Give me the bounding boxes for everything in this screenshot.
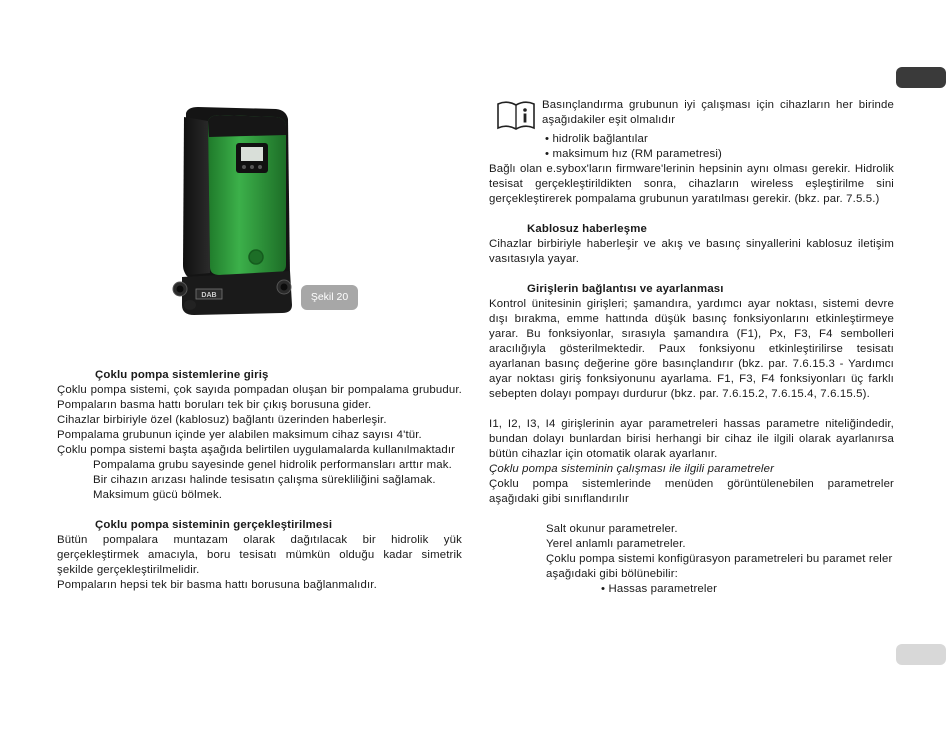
paragraph: Kontrol ünitesinin girişleri; şamandıra, yardımcı ayar noktası, sistemi devre dışı bırakma, emme hattında düşük basınç fonksiyonlarını etkinleştirmeye yarar. Bu fonksiyonlar, sırasıyla şamandıra (F1), Px, F3, F4 sembolleri aracılığıyla gösterilmektedir. Paux fonksiyonu etkinleştirilirse tesisatı ayarlanan basınç değerine göre basınçlandırır (bkz. par. 7.6.15.3 - Yardımcı ayar noktası giriş fonksiyonunu ayarlama. F1, F3, F4 fonksiyonları üç farklı sebepten dolayı pompayı durdurur (bkz. par. 7.6.15.2, 7.6.15.4, 7.6.15.5). [489, 298, 894, 400]
paragraph: Pompaların hepsi tek bir basma hattı borusuna bağlanmalıdır. [57, 579, 377, 591]
italic-subheading: Çoklu pompa sisteminin çalışması ile ilgili parametreler [489, 463, 775, 475]
section-heading: Girişlerin bağlantısı ve ayarlanması [527, 283, 724, 295]
paragraph: Çoklu pompa sistemi, çok sayıda pompadan oluşan bir pompalama grubudur. Pompaların basma hattı boruları tek bir çıkış borusuna gider. [57, 384, 462, 411]
list-item: Çoklu pompa sistemi konfigürasyon parametreleri bu paramet reler aşağıdaki gibi bölünebilir: [546, 553, 893, 580]
info-note [489, 98, 894, 132]
sub-list-item: • Hassas parametreler [601, 583, 718, 595]
paragraph: Bağlı olan e.sybox'ların firmware'lerinin hepsinin aynı olması gerekir. Hidrolik tesisat gerçekleştirildikten sonra, cihazların wireless eşleştirilme sini gerçekleştirerek pompalama grubunun yaratılması gerekir. (bkz. par. 7.5.5.) [489, 163, 894, 205]
section-heading: Çoklu pompa sistemlerine giriş [95, 369, 269, 381]
list-item: Maksimum gücü bölmek. [93, 489, 223, 501]
book-info-icon [496, 98, 536, 132]
note-bullet: • hidrolik bağlantılar [545, 133, 648, 145]
paragraph: Bütün pompalara muntazam olarak dağıtılacak bir hidrolik yük gerçekleştirmek amacıyla, boru tesisatı mümkün olduğu kadar simetrik şekilde gerçekleştirilmelidir. [57, 534, 462, 576]
paragraph: Çoklu pompa sistemi başta aşağıda belirtilen uygulamalarda kullanılmaktadır [57, 444, 456, 456]
section-heading: Kablosuz haberleşme [527, 223, 647, 235]
list-item: Pompalama grubu sayesinde genel hidrolik performansları arttır mak. [93, 459, 452, 471]
chapter-tab-bottom [896, 644, 946, 665]
list-item: Bir cihazın arızası halinde tesisatın çalışma sürekliliğini sağlamak. [93, 474, 436, 486]
left-column [57, 368, 462, 593]
paragraph: Cihazlar birbiriyle özel (kablosuz) bağlantı üzerinden haberleşir. [57, 414, 387, 426]
paragraph: Çoklu pompa sistemlerinde menüden görüntülenebilen parametreler aşağıdaki gibi sınıflandırılır [489, 478, 894, 505]
note-bullet: • maksimum hız (RM parametresi) [545, 148, 722, 160]
paragraph: Cihazlar birbiriyle haberleşir ve akış ve basınç sinyallerini kablosuz iletişim vasıtasıyla yayar. [489, 238, 894, 265]
list-item: Yerel anlamlı parametreler. [546, 538, 686, 550]
pump-illustration [168, 105, 298, 320]
note-text: Basınçlandırma grubunun iyi çalışması için cihazların her birinde aşağıdakiler eşit olmalıdır [542, 99, 894, 126]
paragraph: I1, I2, I3, I4 girişlerinin ayar parametreleri hassas parametre niteliğindedir, bundan dolayı bunlardan birisi herhangi bir cihaz ile ilgili olarak ayarlanırsa bütün cihazlar için otomatik olarak ayarlanır. [489, 418, 894, 460]
brand-logo: DAB [201, 292, 217, 299]
figure-caption: Şekil 20 [301, 285, 358, 310]
chapter-tab-top [896, 67, 946, 88]
list-item: Salt okunur parametreler. [546, 523, 678, 535]
section-heading: Çoklu pompa sisteminin gerçekleştirilmesi [95, 519, 333, 531]
paragraph: Pompalama grubunun içinde yer alabilen maksimum cihaz sayısı 4'tür. [57, 429, 422, 441]
right-column [489, 98, 894, 597]
